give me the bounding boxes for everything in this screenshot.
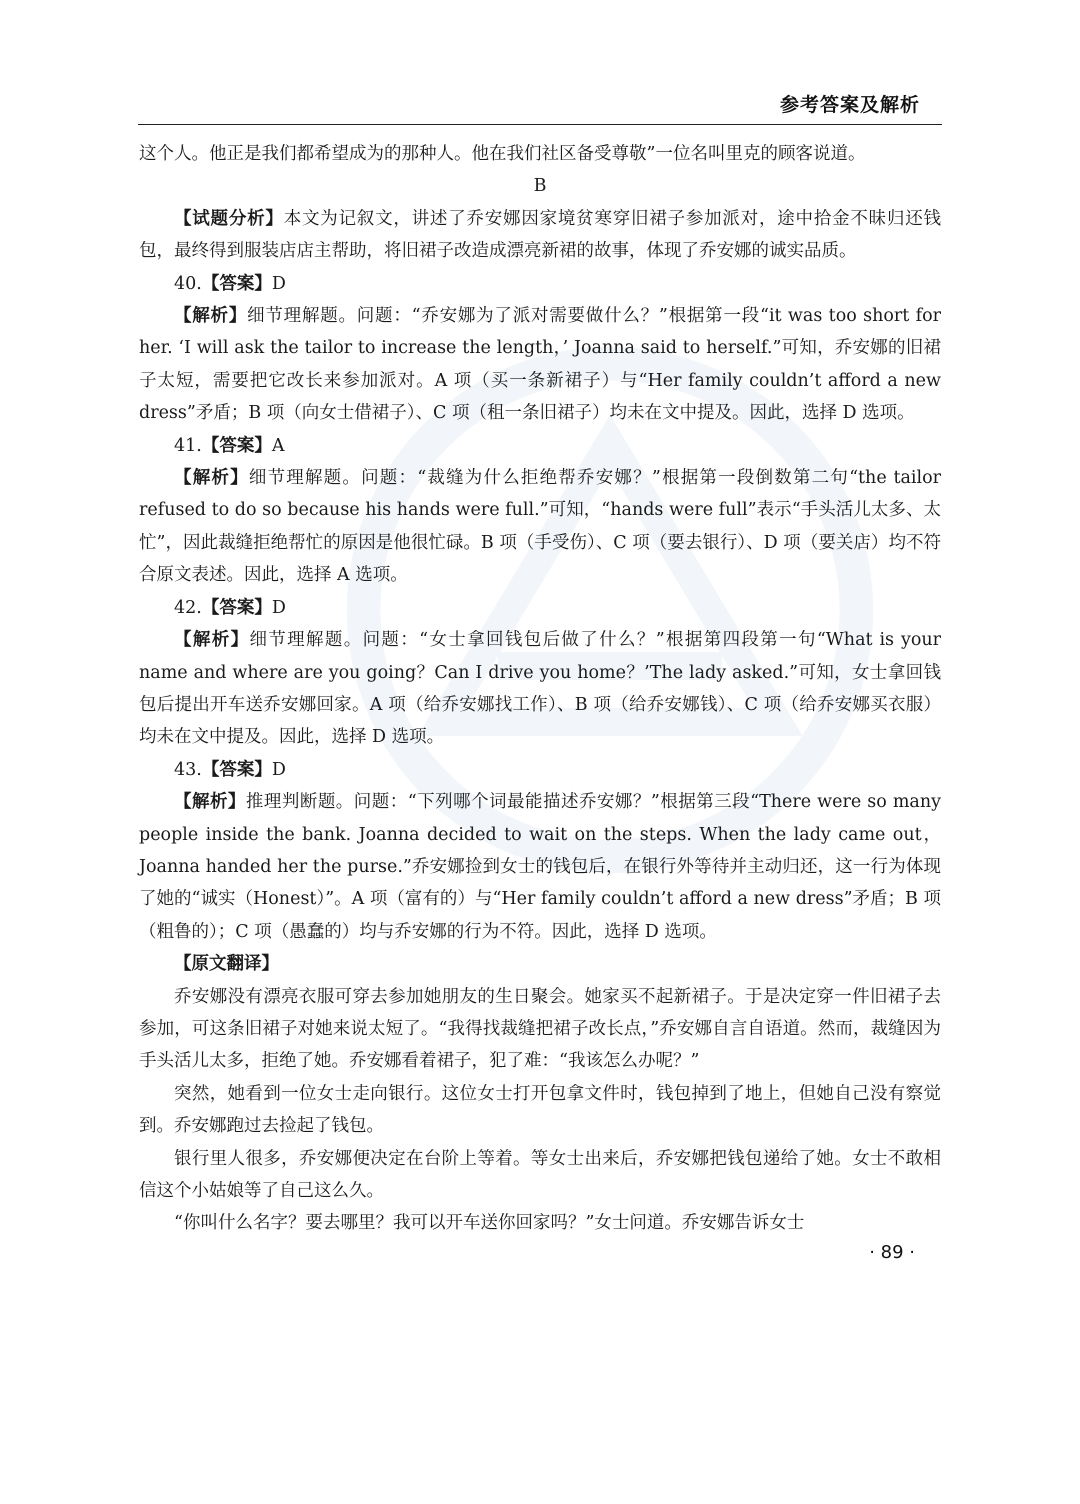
explanation-text: 细节理解题。问题：“女士拿回钱包后做了什么？”根据第四段第一句“What is your name and where are you going？Can I drive you home？’The lady asked.”可知，女士拿回钱包后提出开车送乔安娜回家。A 项（给乔安娜找工作）、B 项（给乔安娜钱）、C 项（给乔安娜买衣服）均未在文中提及。因此，选择 D 选项。: [139, 630, 942, 748]
question-42-explanation: [139, 624, 941, 754]
question-number: 42.: [174, 597, 202, 618]
intro-paragraph: 这个人。他正是我们都希望成为的那种人。他在我们社区备受尊敬”一位名叫里克的顾客说道。: [139, 144, 866, 164]
page-content: [139, 138, 941, 1240]
answer-value: D: [271, 273, 286, 294]
explanation-text: 细节理解题。问题：“裁缝为什么拒绝帮乔安娜？”根据第一段倒数第二句“the tailor refused to do so because his hands were full.”可知，“hands were full”表示“手头活儿太多、太忙”，因此裁缝拒绝帮忙的原因是他很忙碌。B 项（手受伤）、C 项（要去银行）、D 项（要关店）均不符合原文表述。因此，选择 A 选项。: [139, 468, 942, 586]
analysis-text: 本文为记叙文，讲述了乔安娜因家境贫寒穿旧裙子参加派对，途中拾金不昧归还钱包，最终得到服装店店主帮助，将旧裙子改造成漂亮新裙的故事，体现了乔安娜的诚实品质。: [139, 208, 942, 262]
header-title: 参考答案及解析: [779, 94, 920, 116]
question-40-answer-line: [139, 268, 941, 300]
answer-value: A: [271, 435, 285, 456]
analysis-paragraph: [139, 203, 941, 268]
question-41-explanation: [139, 462, 941, 592]
question-41-answer-line: [139, 430, 941, 462]
question-number: 43.: [174, 759, 202, 780]
question-43-explanation: [139, 786, 941, 948]
translation-label: 【原文翻译】: [174, 954, 279, 975]
answer-label: 【答案】: [201, 597, 272, 618]
answer-label: 【答案】: [201, 273, 272, 294]
section-letter: B: [533, 176, 547, 197]
analysis-label: 【试题分析】: [174, 208, 284, 229]
explain-label: 【解析】: [174, 468, 249, 489]
explain-label: 【解析】: [174, 792, 246, 813]
translation-paragraph: 突然，她看到一位女士走向银行。这位女士打开包拿文件时，钱包掉到了地上，但她自己没有察觉到。乔安娜跑过去捡起了钱包。: [139, 1083, 941, 1137]
question-number: 40.: [174, 273, 202, 294]
explanation-text: 推理判断题。问题：“下列哪个词最能描述乔安娜？”根据第三段“There were so many people inside the bank. Joanna decided to wait on the steps. When the lady came out，Joanna handed her the purse.”乔安娜捡到女士的钱包后，在银行外等待并主动归还，这一行为体现了她的“诚实（Honest）”。A 项（富有的）与“Her family couldn’t afford a new dress”矛盾；B 项（粗鲁的）；C 项（愚蠢的）均与乔安娜的行为不符。因此，选择 D 选项。: [139, 792, 942, 942]
question-43-answer-line: [139, 754, 941, 786]
answer-value: D: [271, 597, 286, 618]
translation-paragraph: 乔安娜没有漂亮衣服可穿去参加她朋友的生日聚会。她家买不起新裙子。于是决定穿一件旧裙子去参加，可这条旧裙子对她来说太短了。“我得找裁缝把裙子改长点，”乔安娜自言自语道。然而，裁缝因为手头活儿太多，拒绝了她。乔安娜看着裙子，犯了难：“我该怎么办呢？”: [139, 986, 941, 1072]
question-42-answer-line: [139, 592, 941, 624]
explain-label: 【解析】: [174, 630, 250, 651]
explain-label: 【解析】: [174, 306, 248, 327]
answer-value: D: [271, 759, 286, 780]
translation-paragraph: 银行里人很多，乔安娜便决定在台阶上等着。等女士出来后，乔安娜把钱包递给了她。女士不敢相信这个小姑娘等了自己这么久。: [139, 1148, 941, 1201]
answer-label: 【答案】: [201, 759, 272, 780]
question-number: 41.: [174, 435, 202, 456]
header-divider: [138, 124, 942, 125]
translation-heading: [139, 948, 941, 980]
translation-paragraph: “你叫什么名字？要去哪里？我可以开车送你回家吗？”女士问道。乔安娜告诉女士: [174, 1213, 805, 1234]
question-40-explanation: [139, 300, 941, 430]
answer-label: 【答案】: [201, 435, 272, 456]
explanation-text: 细节理解题。问题：“乔安娜为了派对需要做什么？”根据第一段“it was too short for her. ‘I will ask the tailor to increase the length，’ Joanna said to herself.”可知，乔安娜的旧裙子太短，需要把它改长来参加派对。A 项（买一条新裙子）与“Her family couldn’t afford a new dress”矛盾；B 项（向女士借裙子）、C 项（租一条旧裙子）均未在文中提及。因此，选择 D 选项。: [139, 306, 942, 424]
page-number: · 89 ·: [869, 1242, 915, 1263]
